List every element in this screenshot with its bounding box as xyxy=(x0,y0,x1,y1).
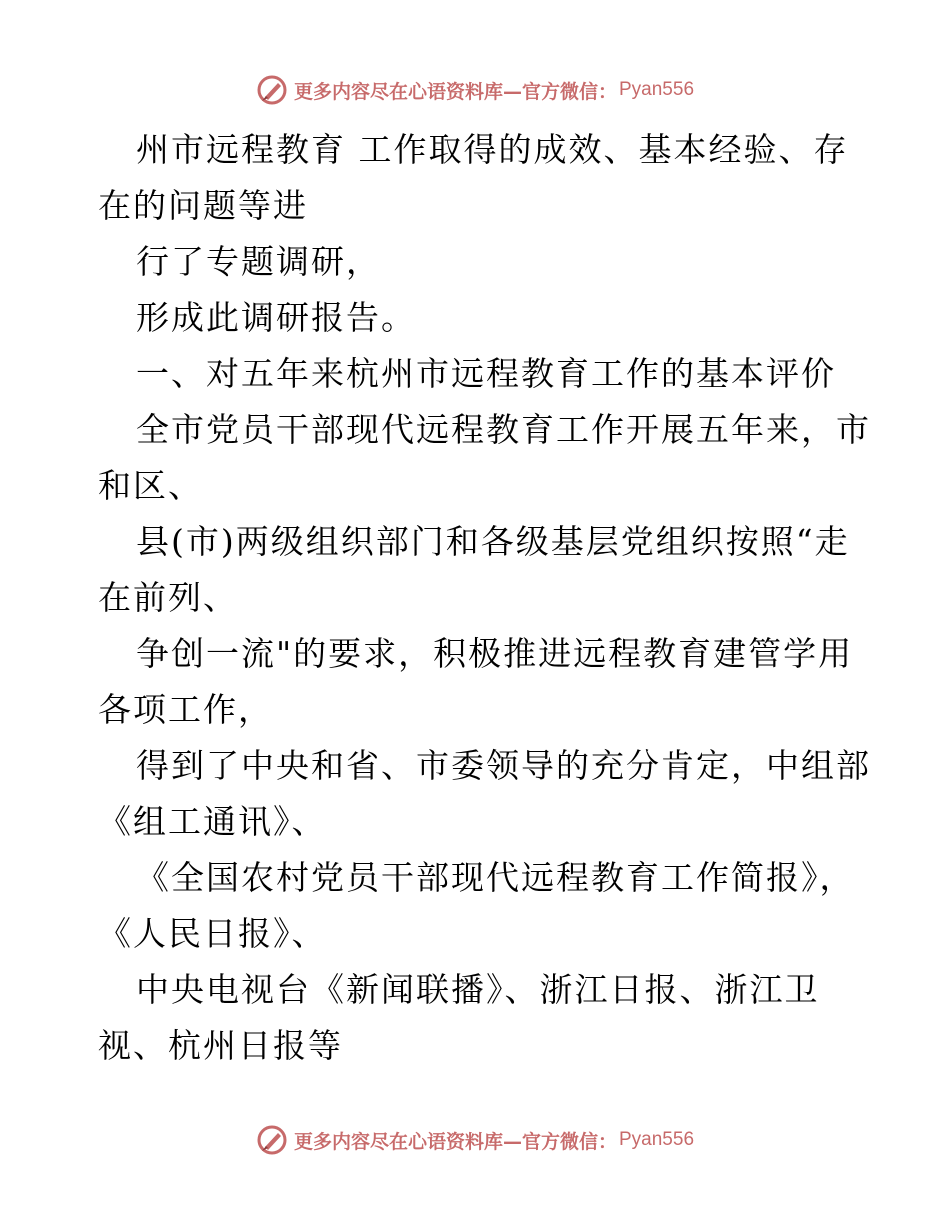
paragraph-line: 争创一流"的要求，积极推进远程教育建管学用 xyxy=(136,634,854,673)
watermark-text: 更多内容尽在心语资料库—官方微信： xyxy=(293,1130,617,1153)
document-body xyxy=(98,122,871,1074)
paragraph-line: 行了专题调研， xyxy=(136,242,381,281)
watermark-handle: Pyan556 xyxy=(619,79,695,100)
header-watermark xyxy=(0,70,950,110)
pen-seal-logo-icon xyxy=(256,1124,288,1156)
paragraph-line: 各项工作， xyxy=(98,690,273,729)
paragraph-line: 《组工通讯》、 xyxy=(98,802,327,841)
paragraph-line: 在的问题等进 xyxy=(98,186,308,225)
paragraph-line: 《全国农村党员干部现代远程教育工作简报》， xyxy=(136,858,855,897)
paragraph-line: 全市党员干部现代远程教育工作开展五年来，市 xyxy=(136,410,871,449)
paragraph-line: 视、杭州日报等 xyxy=(98,1026,343,1065)
paragraph-line: 在前列、 xyxy=(98,578,238,617)
paragraph-line: 州市远程教育 工作取得的成效、基本经验、存 xyxy=(136,130,849,169)
paragraph-line: 县(市)两级组织部门和各级基层党组织按照“走 xyxy=(136,522,850,561)
footer-watermark xyxy=(0,1120,950,1160)
paragraph-line: 《人民日报》、 xyxy=(98,914,327,953)
paragraph-line: 形成此调研报告。 xyxy=(136,298,416,337)
watermark-handle: Pyan556 xyxy=(619,1129,695,1150)
paragraph-line: 中央电视台《新闻联播》、浙江日报、浙江卫 xyxy=(136,970,820,1009)
paragraph-line: 和区、 xyxy=(98,466,203,505)
watermark-text: 更多内容尽在心语资料库—官方微信： xyxy=(293,80,617,103)
paragraph-line: 得到了中央和省、市委领导的充分肯定，中组部 xyxy=(136,746,871,785)
pen-seal-logo-icon xyxy=(256,74,288,106)
section-heading: 一、对五年来杭州市远程教育工作的基本评价 xyxy=(136,354,836,393)
